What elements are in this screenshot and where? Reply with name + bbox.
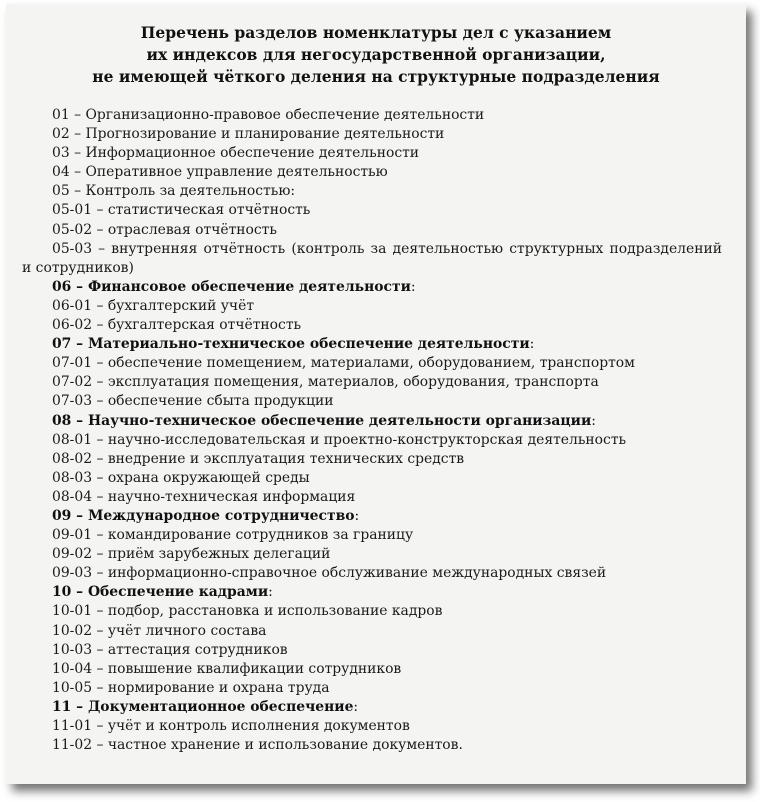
section-heading-colon: : xyxy=(268,584,273,601)
title-line-3: не имеющей чёткого деления на структурные подразделения xyxy=(92,67,660,86)
section-heading xyxy=(22,278,722,297)
list-item: 03 – Информационное обеспечение деятельности xyxy=(52,145,420,162)
list-item-continuation: и сотрудников) xyxy=(22,259,134,276)
list-item: 05-02 – отраслевая отчётность xyxy=(52,221,277,238)
list-item: 05 – Контроль за деятельностью: xyxy=(52,183,296,200)
list-item: 10-05 – нормирование и охрана труда xyxy=(52,679,330,696)
list-item: 06-01 – бухгалтерский учёт xyxy=(52,297,255,314)
list-item-text: 05-03 – внутренняя отчётность (контроль за деятельностью структурных подразделений xyxy=(52,240,722,257)
section-heading-colon: : xyxy=(354,507,360,524)
section-heading-colon: : xyxy=(410,278,416,295)
section-heading xyxy=(22,698,722,717)
page-title xyxy=(6,22,746,88)
section-heading-text: 09 – Международное сотрудничество xyxy=(52,507,355,524)
list-item: 07-01 – обеспечение помещением, материалами, оборудованием, транспортом xyxy=(52,355,635,372)
section-heading xyxy=(22,335,722,354)
list-item: 08-04 – научно-техническая информация xyxy=(52,488,356,505)
list-item: 10-01 – подбор, расстановка и использование кадров xyxy=(52,603,443,620)
list-item: 08-02 – внедрение и эксплуатация технических средств xyxy=(52,450,465,467)
list-item: 08-03 – охрана окружающей среды xyxy=(52,469,310,486)
list-item: 11-01 – учёт и контроль исполнения документов xyxy=(52,718,410,734)
list-item: 07-03 – обеспечение сбыта продукции xyxy=(52,393,334,410)
section-heading-text: 06 – Финансовое обеспечение деятельности xyxy=(52,278,411,295)
title-line-2: их индексов для негосударственной организации, xyxy=(146,45,606,64)
section-heading-text: 11 – Документационное обеспечение xyxy=(52,698,354,715)
section-heading-colon: : xyxy=(353,698,359,715)
list-item: 01 – Организационно-правовое обеспечение деятельности xyxy=(52,107,485,123)
section-heading-text: 08 – Научно-техническое обеспечение деятельности организации xyxy=(52,412,592,429)
list-item: 11-02 – частное хранение и использование документов. xyxy=(52,737,463,754)
list-item: 09-01 – командирование сотрудников за границу xyxy=(52,527,414,544)
section-heading xyxy=(22,583,722,602)
list-item: 04 – Оперативное управление деятельностью xyxy=(52,164,388,181)
nomenclature-list xyxy=(22,106,722,755)
section-heading-colon: : xyxy=(591,412,596,429)
section-heading-colon: : xyxy=(529,336,535,353)
list-item xyxy=(22,240,722,278)
list-item: 09-02 – приём зарубежных делегаций xyxy=(52,546,331,563)
list-item: 10-03 – аттестация сотрудников xyxy=(52,641,288,658)
section-heading-text: 07 – Материально-техническое обеспечение деятельности xyxy=(52,336,530,353)
list-item: 08-01 – научно-исследовательская и проектно-конструкторская деятельность xyxy=(52,431,627,448)
list-item: 06-02 – бухгалтерская отчётность xyxy=(52,317,302,334)
list-item: 02 – Прогнозирование и планирование деятельности xyxy=(52,126,445,143)
document-page xyxy=(6,4,746,784)
title-line-1: Перечень разделов номенклатуры дел с указанием xyxy=(140,23,612,42)
list-item: 09-03 – информационно-справочное обслуживание международных связей xyxy=(52,565,607,582)
list-item: 10-04 – повышение квалификации сотрудников xyxy=(52,660,402,677)
list-item: 07-02 – эксплуатация помещения, материалов, оборудования, транспорта xyxy=(52,374,599,391)
section-heading-text: 10 – Обеспечение кадрами xyxy=(52,584,269,601)
section-heading xyxy=(22,412,722,431)
list-item: 10-02 – учёт личного состава xyxy=(52,622,267,639)
list-item: 05-01 – статистическая отчётность xyxy=(52,202,311,219)
section-heading xyxy=(22,507,722,526)
